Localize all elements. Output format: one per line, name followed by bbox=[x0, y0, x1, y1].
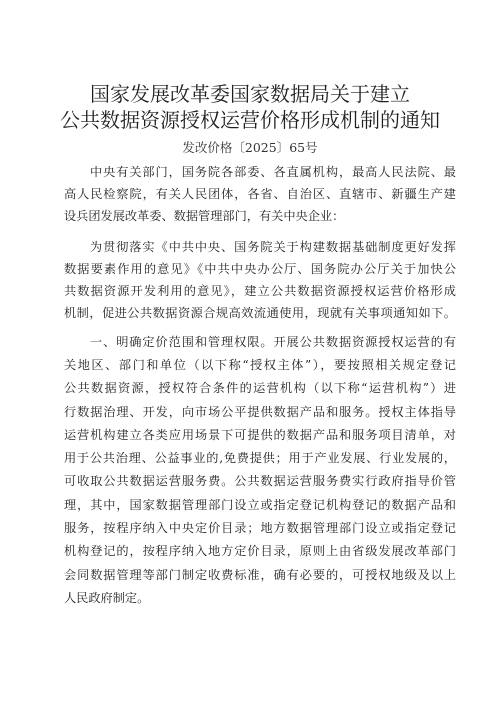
body-line: 中央有关部门，国务院各部委、各直属机构，最高人民法院、最 bbox=[90, 165, 456, 179]
body-line: 运营机构建立各类应用场景下可提供的数据产品和服务项目清单，对 bbox=[64, 428, 456, 442]
body-line: 共数据资源开发利用的意见》，建立公共数据资源授权运营价格形成 bbox=[64, 284, 456, 298]
body-line: 公共数据资源，授权符合条件的运营机构（以下称“运营机构”）进 bbox=[64, 381, 456, 395]
body-line: 数据要素作用的意见》《中共中央办公厅、国务院办公厅关于加快公 bbox=[64, 262, 456, 276]
body-line: 为贯彻落实《中共中央、国务院关于构建数据基础制度更好发挥 bbox=[90, 240, 456, 254]
body-line: 高人民检察院，有关人民团体，各省、自治区、直辖市、新疆生产建 bbox=[64, 187, 456, 201]
body-line: 服务，按程序纳入中央定价目录；地方数据管理部门设立或指定登记 bbox=[64, 521, 456, 535]
body-line: 机制，促进公共数据资源合规高效流通使用，现就有关事项通知如下。 bbox=[64, 306, 456, 320]
body-line: 一、明确定价范围和管理权限。开展公共数据资源授权运营的有 bbox=[90, 335, 456, 349]
document-number: 发改价格〔2025〕65号 bbox=[182, 140, 318, 155]
body-line: 机构登记的，按程序纳入地方定价目录，原则上由省级发展改革部门 bbox=[64, 544, 456, 558]
document-title-line-1: 国家发展改革委国家数据局关于建立 bbox=[90, 82, 410, 106]
body-line: 理，其中，国家数据管理部门设立或指定登记机构登记的数据产品和 bbox=[64, 498, 456, 512]
document-title-line-2: 公共数据资源授权运营价格形成机制的通知 bbox=[60, 108, 440, 132]
body-line: 关地区、部门和单位（以下称“授权主体”），要按照相关规定登记 bbox=[64, 358, 456, 372]
body-line: 设兵团发展改革委、数据管理部门，有关中央企业： bbox=[64, 209, 345, 223]
body-line: 会同数据管理等部门制定收费标准，确有必要的，可授权地级及以上 bbox=[64, 568, 456, 582]
body-line: 可收取公共数据运营服务费。公共数据运营服务费实行政府指导价管 bbox=[64, 474, 456, 488]
body-line: 用于公共治理、公益事业的,免费提供；用于产业发展、行业发展的， bbox=[64, 451, 456, 465]
body-line: 行数据治理、开发，向市场公平提供数据产品和服务。授权主体指导 bbox=[64, 405, 456, 419]
body-line: 人民政府制定。 bbox=[64, 591, 150, 605]
